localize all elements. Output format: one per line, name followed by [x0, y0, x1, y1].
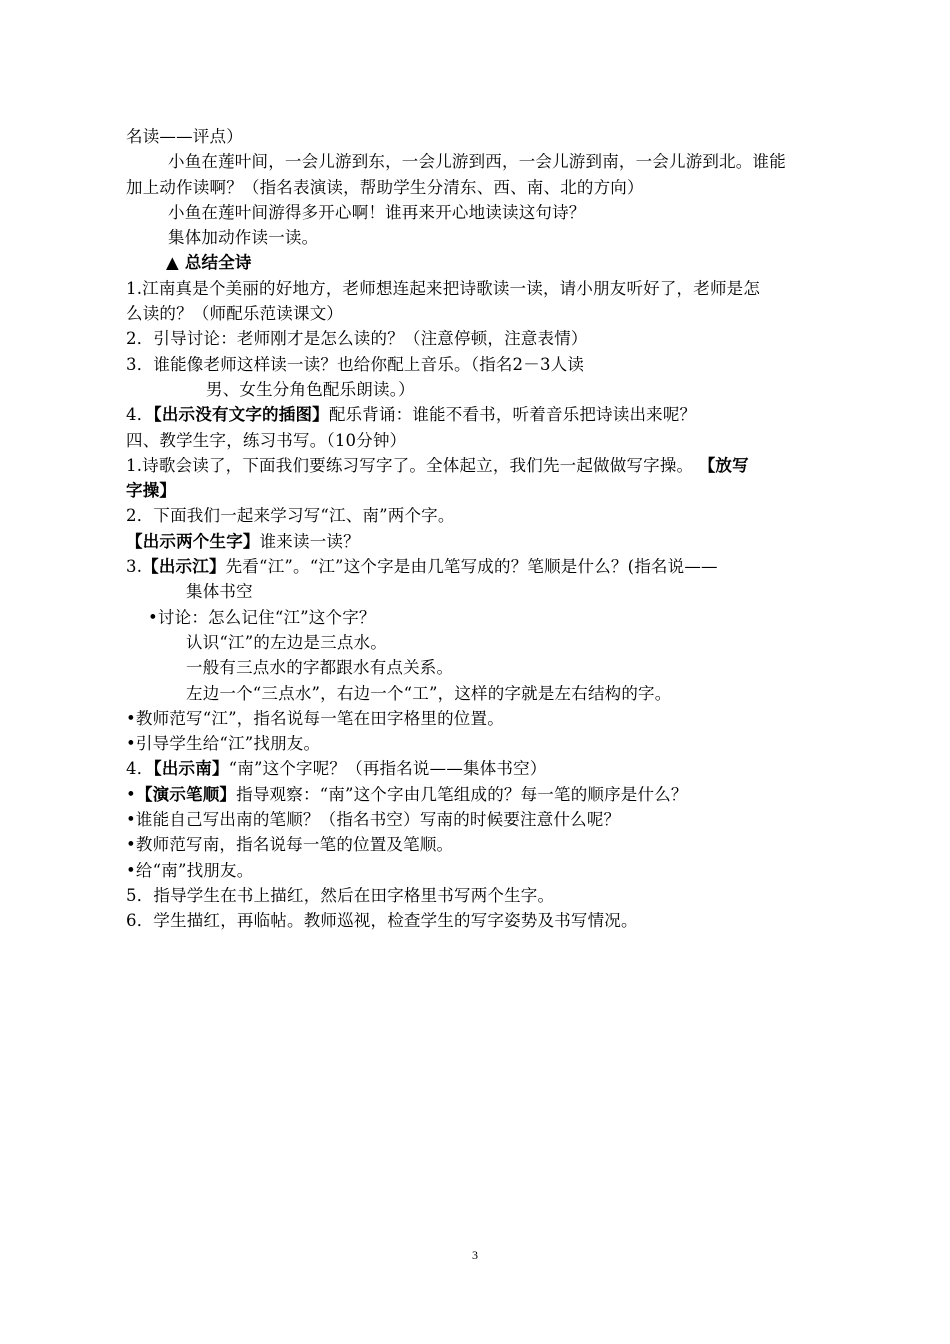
text-line: [126, 883, 842, 908]
text-line: [126, 706, 842, 731]
line-text: 左边一个“三点水”，右边一个“工”，这样的字就是左右结构的字。: [186, 683, 672, 703]
line-text: 小鱼在莲叶间游得多开心啊！谁再来开心地读读这句诗？: [168, 202, 586, 222]
bold-text: 【出示江】: [142, 557, 226, 577]
text-line: [126, 503, 842, 528]
line-text: 4．: [126, 759, 154, 779]
line-text: 指导观察：“南”这个字由几笔组成的？每一笔的顺序是什么？: [236, 784, 688, 804]
text-line: [126, 832, 842, 857]
text-line: [126, 250, 842, 275]
line-text: 一般有三点水的字都跟水有点关系。: [186, 658, 454, 678]
line-text: 小鱼在莲叶间，一会儿游到东，一会儿游到西，一会儿游到南，一会儿游到北。谁能: [168, 152, 786, 172]
line-text: •谁能自己写出南的笔顺？（指名书空）写南的时候要注意什么呢？: [126, 810, 621, 830]
bold-text: 【出示没有文字的插图】: [153, 405, 329, 425]
text-line: [126, 326, 842, 351]
line-text: 2．引导讨论：老师刚才是怎么读的？（注意停顿，注意表情）: [126, 329, 588, 349]
bold-text: 【演示笔顺】: [135, 784, 237, 804]
text-line: [126, 756, 842, 781]
line-text: 男、女生分角色配乐朗读。）: [206, 379, 415, 399]
line-text: 2．下面我们一起来学习写“江、南”两个字。: [126, 506, 455, 526]
bold-text: 字操】: [126, 481, 177, 501]
text-line: [126, 807, 842, 832]
line-text: •讨论：怎么记住“江”这个字？: [148, 607, 376, 627]
text-line: [126, 149, 842, 174]
text-line: [126, 478, 842, 503]
line-text: 谁来读一读？: [259, 531, 360, 551]
text-line: [126, 200, 842, 225]
text-line: [126, 301, 842, 326]
line-text: 1.江南真是个美丽的好地方，老师想连起来把诗歌读一读，请小朋友听好了，老师是怎: [126, 278, 761, 298]
line-text: 名读——评点）: [126, 127, 243, 146]
line-text: 四、教学生字，练习书写。（10分钟）: [126, 430, 407, 450]
line-text: •给“南”找朋友。: [126, 860, 254, 880]
text-line: [126, 352, 842, 377]
text-line: [126, 731, 842, 756]
line-text: 先看“江”。“江”这个字是由几笔写成的？笔顺是什么？(指名说——: [225, 557, 718, 577]
text-line: [126, 782, 842, 807]
line-text: 3．谁能像老师这样读一读？也给你配上音乐。（指名2－3人读: [126, 354, 585, 374]
bold-text: 【出示两个生字】: [126, 531, 260, 551]
text-line: [126, 908, 842, 933]
line-text: 3.: [126, 557, 143, 577]
line-text: 5．指导学生在书上描红，然后在田字格里书写两个生字。: [126, 885, 555, 905]
line-text: 集体书空: [186, 582, 253, 602]
line-text: •教师范写“江”，指名说每一笔在田字格里的位置。: [126, 708, 504, 728]
line-text: •教师范写南，指名说每一笔的位置及笔顺。: [126, 835, 454, 855]
document-body: [126, 124, 842, 934]
text-line: [126, 428, 842, 453]
line-text: •引导学生给“江”找朋友。: [126, 734, 321, 754]
line-text: 4．: [126, 405, 154, 425]
line-text: “南”这个字呢？（再指名说——集体书空）: [228, 759, 547, 779]
text-line: [126, 630, 842, 655]
line-text: •: [126, 784, 136, 804]
text-line: [126, 681, 842, 706]
text-line: [126, 655, 842, 680]
text-line: [126, 579, 842, 604]
line-text: 么读的？（师配乐范读课文）: [126, 304, 344, 324]
line-text: 认识“江”的左边是三点水。: [186, 632, 387, 652]
line-text: 加上动作读啊？（指名表演读，帮助学生分清东、西、南、北的方向）: [126, 177, 644, 197]
line-text: 1.诗歌会读了，下面我们要练习写字了。全体起立，我们先一起做做写字操。: [126, 455, 699, 475]
line-text: 配乐背诵：谁能不看书，听着音乐把诗读出来呢？: [328, 405, 697, 425]
text-line: [126, 402, 842, 427]
bold-text: 【出示南】: [153, 759, 229, 779]
line-text: 6．学生描红，再临帖。教师巡视，检查学生的写字姿势及书写情况。: [126, 911, 638, 931]
bold-text: ▲ 总结全诗: [166, 253, 252, 273]
text-line: [126, 858, 842, 883]
text-line: [126, 175, 842, 200]
bold-text: 【放写: [698, 455, 749, 475]
page-number: 3: [472, 1248, 478, 1262]
line-text: 集体加动作读一读。: [168, 228, 319, 248]
text-line: [126, 225, 842, 250]
text-line: [126, 377, 842, 402]
text-line: [126, 124, 842, 149]
text-line: [126, 554, 842, 579]
text-line: [126, 605, 842, 630]
text-line: [126, 276, 842, 301]
text-line: [126, 529, 842, 554]
text-line: [126, 453, 842, 478]
